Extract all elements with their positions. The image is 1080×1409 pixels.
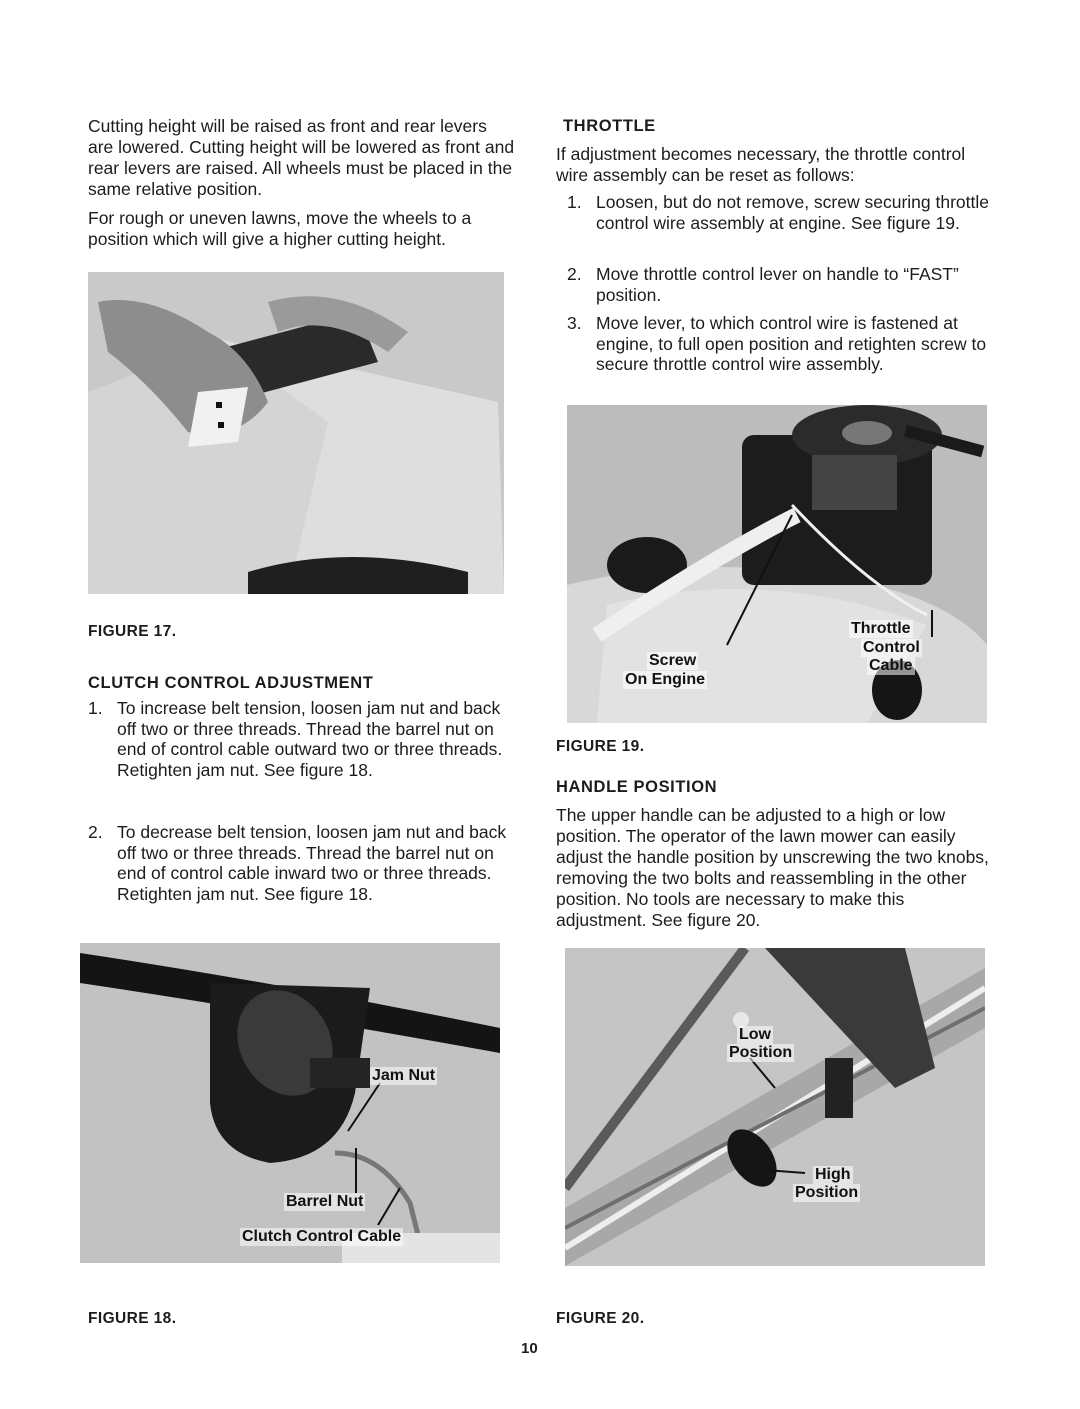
figure-18-label-jam-nut: Jam Nut <box>372 1067 436 1084</box>
figure-20-label-low-position: Position <box>729 1044 793 1061</box>
figure-19-photo <box>567 405 987 723</box>
throttle-step-1 <box>567 192 990 233</box>
step-text: Loosen, but do not remove, screw securing throttle control wire assembly at engine. See figure 19. <box>596 192 989 233</box>
throttle-intro: If adjustment becomes necessary, the throttle control wire assembly can be reset as follows: <box>556 144 966 185</box>
figure-18-label-barrel-nut: Barrel Nut <box>286 1193 364 1210</box>
figure-20-label-high-position: Position <box>795 1184 859 1201</box>
figure-19-label-on-engine: On Engine <box>625 671 705 688</box>
figure-18-photo <box>80 943 500 1263</box>
step-number: 2. <box>567 264 582 284</box>
step-text: To decrease belt tension, loosen jam nut and back off two or three threads. Thread the barrel nut on end of control cable inward two or three threads. Retighten jam nut. See figure 18. <box>117 822 507 904</box>
step-number: 1. <box>567 192 582 212</box>
intro-paragraph-2: For rough or uneven lawns, move the wheels to a position which will give a higher cutting height. <box>88 208 472 249</box>
step-text: Move lever, to which control wire is fastened at engine, to full open position and retighten screw to secure throttle control wire assembly. <box>596 313 987 374</box>
throttle-step-3 <box>567 313 990 375</box>
figure-18-caption: FIGURE 18. <box>88 1310 177 1327</box>
throttle-heading: THROTTLE <box>563 117 656 135</box>
page-number: 10 <box>521 1340 538 1357</box>
figure-20-label-low: Low <box>739 1026 771 1043</box>
handle-heading: HANDLE POSITION <box>556 778 718 796</box>
figure-20-caption: FIGURE 20. <box>556 1310 645 1327</box>
figure-17-caption: FIGURE 17. <box>88 623 177 640</box>
figure-20-photo <box>565 948 985 1266</box>
step-text: Move throttle control lever on handle to “FAST” position. <box>596 264 959 305</box>
figure-19-caption: FIGURE 19. <box>556 738 645 755</box>
clutch-step-1 <box>88 698 512 780</box>
figure-17-photo <box>88 272 504 594</box>
figure-19-label-screw: Screw <box>649 652 697 669</box>
step-number: 1. <box>88 698 103 718</box>
clutch-step-2 <box>88 822 512 904</box>
clutch-heading: CLUTCH CONTROL ADJUSTMENT <box>88 674 374 692</box>
figure-18-label-clutch-cable: Clutch Control Cable <box>242 1228 402 1245</box>
throttle-step-2 <box>567 264 990 305</box>
step-number: 2. <box>88 822 103 842</box>
intro-paragraph-1: Cutting height will be raised as front and rear levers are lowered. Cutting height will be lowered as front and rear levers are raised. All wheels must be placed in the same relative position. <box>88 116 515 199</box>
handle-paragraph: The upper handle can be adjusted to a high or low position. The operator of the lawn mower can easily adjust the handle position by unscrewing the two knobs, removing the two bolts and reassembling in the other position. No tools are necessary to make this adjustment. See figure 20. <box>556 805 989 930</box>
figure-19-label-control: Control <box>863 639 920 656</box>
figure-19-label-throttle: Throttle <box>851 620 911 637</box>
step-text: To increase belt tension, loosen jam nut and back off two or three threads. Thread the barrel nut on end of control cable outward two or three threads. Retighten jam nut. See figure 18. <box>117 698 503 780</box>
figure-20-label-high: High <box>815 1166 851 1183</box>
figure-19-label-cable: Cable <box>869 657 913 674</box>
step-number: 3. <box>567 313 582 333</box>
